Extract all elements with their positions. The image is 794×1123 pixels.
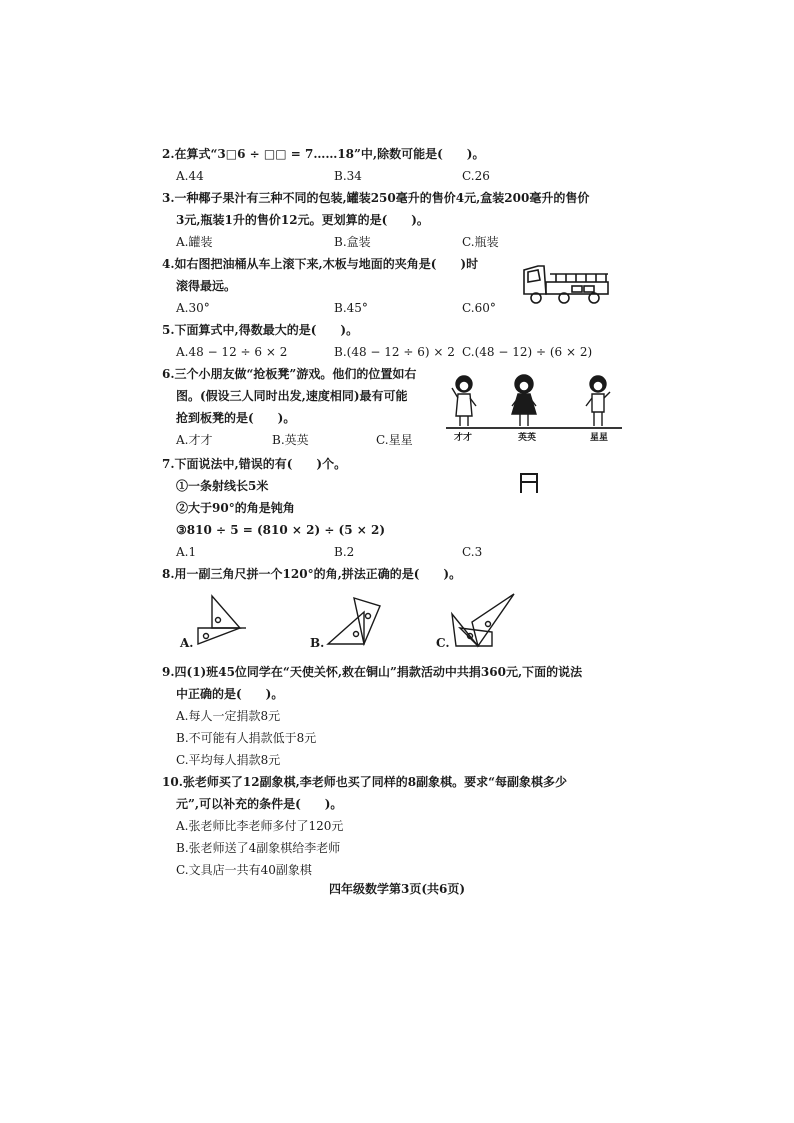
triangle-figure-a [192,594,248,650]
option-a[interactable]: A. [180,636,194,650]
question-6: 6.三个小朋友做“抢板凳”游戏。他们的位置如右 图。(假设三人同时出发,速度相同)最有可能 抢到板凳的是( )。 A.才才 B.英英 C.星星 [162,363,622,451]
triangle-figure-b [324,594,388,650]
option-b[interactable]: B. [310,636,325,650]
option-c[interactable]: C. [436,636,450,650]
option-c[interactable]: C.平均每人捐款8元 [176,753,281,767]
option-b[interactable]: B.(48 − 12 ÷ 6) × 2 [334,345,455,359]
option-b[interactable]: B.2 [334,545,355,559]
triangle-figure-c [448,592,518,650]
options [162,165,622,187]
options [162,429,622,451]
question-3: 3.一种椰子果汁有三种不同的包装,罐装250毫升的售价4元,盒装200毫升的售价 3元,瓶装1升的售价12元。更划算的是( )。 A.罐装 B.盒装 C.瓶装 [162,187,622,253]
option-a[interactable]: A.张老师比李老师多付了120元 [176,819,344,833]
kids-illustration [446,372,622,432]
option-c[interactable]: C.星星 [376,433,413,447]
option-b[interactable]: B.34 [334,169,362,183]
option-a[interactable]: A.30° [176,301,210,315]
option-c[interactable]: C.文具店一共有40副象棋 [176,863,312,877]
page-footer: 四年级数学第3页(共6页) [328,882,466,896]
option-c[interactable]: C.60° [462,301,496,315]
option-a[interactable]: A.每人一定捐款8元 [176,709,281,723]
options [162,541,622,563]
kid-label-yingying: 英英 [518,433,537,443]
question-2: 2.在算式“3□6 ÷ □□ = 7……18”中,除数可能是( )。 A.44 B.34 C.26 [162,143,622,187]
option-c[interactable]: C.瓶装 [462,235,499,249]
option-b[interactable]: B.45° [334,301,368,315]
question-5: 5.下面算式中,得数最大的是( )。 A.48 − 12 ÷ 6 × 2 B.(48 − 12 ÷ 6) × 2 C.(48 − 12) ÷ (6 × 2) [162,319,622,363]
option-c[interactable]: C.26 [462,169,490,183]
option-c[interactable]: C.(48 − 12) ÷ (6 × 2) [462,345,593,359]
kid-label-xingxing: 星星 [590,433,609,443]
option-b[interactable]: B.张老师送了4副象棋给李老师 [176,841,341,855]
option-a[interactable]: A.罐装 [176,235,213,249]
question-7: 7.下面说法中,错误的有( )个。 ①一条射线长5米 ②大于90°的角是钝角 ③810 ÷ 5 = (810 × 2) ÷ (5 × 2) A.1 B.2 C.3 [162,453,622,563]
question-4: 4.如右图把油桶从车上滚下来,木板与地面的夹角是( )时 滚得最远。 A.30° B.45° C.60° [162,253,622,319]
option-c[interactable]: C.3 [462,545,483,559]
option-a[interactable]: A.才才 [176,433,213,447]
question-8: 8.用一副三角尺拼一个120°的角,拼法正确的是( )。 [162,567,462,581]
truck-illustration [520,260,612,308]
option-a[interactable]: A.1 [176,545,197,559]
option-b[interactable]: B.不可能有人捐款低于8元 [176,731,317,745]
options [162,341,622,363]
option-a[interactable]: A.44 [176,169,204,183]
option-b[interactable]: B.英英 [272,433,309,447]
question-10: 10.张老师买了12副象棋,李老师也买了同样的8副象棋。要求“每副象棋多少 元”,可以补充的条件是( )。 A.张老师比李老师多付了120元 B.张老师送了4副象棋给李老师 C.文具店一共有40副象棋 [162,771,622,881]
options [162,231,622,253]
kid-label-caicai: 才才 [454,433,473,443]
option-b[interactable]: B.盒装 [334,235,371,249]
question-9: 9.四(1)班45位同学在“天使关怀,救在铜山”捐款活动中共捐360元,下面的说法 中正确的是( )。 A.每人一定捐款8元 B.不可能有人捐款低于8元 C.平均每人捐款8元 [162,661,622,771]
option-a[interactable]: A.48 − 12 ÷ 6 × 2 [176,345,288,359]
